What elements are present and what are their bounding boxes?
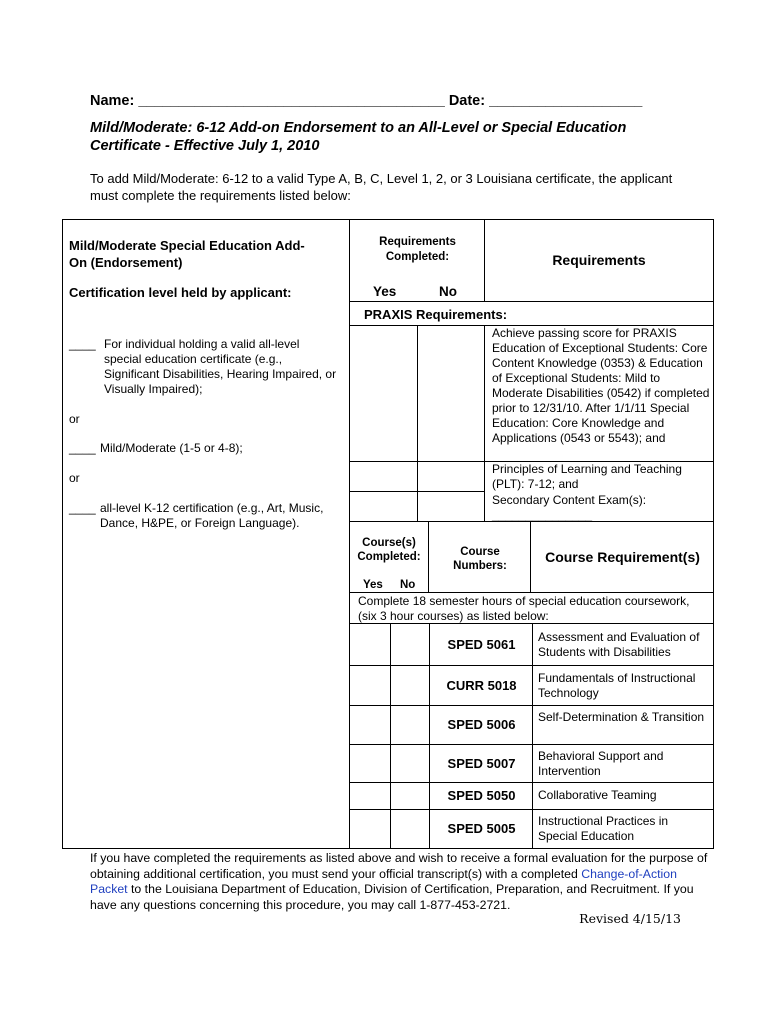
praxis-no-checkbox[interactable]: [418, 326, 484, 461]
name-date-line: Name: ______________________________________ Date: ___________________: [90, 93, 643, 109]
praxis-section-title: PRAXIS Requirements:: [364, 307, 508, 322]
course-name: Behavioral Support and Intervention: [538, 749, 664, 778]
option-text: For individual holding a valid all-level special education certificate (e.g., Significant Disabilities, Hearing Impaired, or Visually Impaired);: [104, 337, 337, 396]
praxis-yes-checkbox[interactable]: [350, 326, 417, 461]
praxis-item-core: Achieve passing score for PRAXIS Education of Exceptional Students: Core Content Knowledge (0353) & Education of Exceptional Students: Mild to Moderate Disabilities (0542) if completed prior to 12/31/10. After 1/1/11 Special Education: Core Knowledge and Applications (0543 or 5543); and: [492, 326, 710, 445]
requirements-completed-label: Requirements Completed:: [379, 236, 456, 263]
change-of-action-link[interactable]: Change-of-Action Packet: [90, 866, 677, 896]
option-blank[interactable]: ____: [69, 501, 96, 515]
course-name: Collaborative Teaming: [538, 788, 657, 802]
requirements-header: Requirements: [552, 252, 646, 268]
page-title: Mild/Moderate: 6-12 Add-on Endorsement to an All-Level or Special Education Certificate - Effective July 1, 2010: [90, 120, 627, 154]
course-name: Fundamentals of Instructional Technology: [538, 671, 696, 700]
requirements-table: [62, 219, 714, 849]
footer-text-part: to the Louisiana Department of Education, Division of Certification, Preparation, and Recruitment. If you have any questions concerning this procedure, you may call 1-877-453-2721.: [90, 882, 694, 912]
footer-text-part: If you have completed the requirements as listed above and wish to receive a formal evaluation for the purpose of obtaining additional certification, you must send your official transcript(s) with a completed: [90, 851, 708, 881]
course-requirements-header: Course Requirement(s): [545, 549, 700, 565]
course-name: Self-Determination & Transition: [538, 710, 705, 724]
course-name: Assessment and Evaluation of Students with Disabilities: [538, 630, 700, 659]
course-name: Instructional Practices in Special Education: [538, 814, 669, 843]
option-blank[interactable]: ____: [69, 337, 96, 351]
intro-text: To add Mild/Moderate: 6-12 to a valid Type A, B, C, Level 1, 2, or 3 Louisiana certificate, the applicant must complete the requirements listed below:: [90, 171, 673, 203]
praxis-item-plt: Principles of Learning and Teaching (PLT): 7-12; and: [492, 462, 682, 491]
courses-completed-label: Course(s) Completed:: [357, 537, 421, 563]
option-text: all-level K-12 certification (e.g., Art, Music, Dance, H&PE, or Foreign Language).: [100, 501, 324, 530]
revised-date: Revised 4/15/13: [579, 911, 681, 926]
yes-label: Yes: [373, 284, 397, 299]
course-number: SPED 5050: [447, 788, 516, 803]
yes-label: Yes: [363, 579, 383, 591]
add-on-heading: Mild/Moderate Special Education Add-On (Endorsement): [69, 238, 305, 270]
praxis-item-secondary: Secondary Content Exam(s): _______________: [492, 493, 647, 522]
no-label: No: [439, 284, 457, 299]
or-label: or: [69, 471, 80, 485]
option-blank[interactable]: ____: [69, 441, 96, 455]
course-number: SPED 5006: [447, 717, 516, 732]
footer-text: [90, 851, 710, 913]
course-number: SPED 5005: [447, 821, 516, 836]
option-text: Mild/Moderate (1-5 or 4-8);: [100, 441, 243, 455]
course-number: SPED 5007: [447, 756, 516, 771]
certification-level-label: Certification level held by applicant:: [69, 285, 292, 300]
coursework-note: Complete 18 semester hours of special education coursework, (six 3 hour courses) as listed below:: [358, 594, 690, 623]
or-label: or: [69, 412, 80, 426]
no-label: No: [400, 579, 416, 591]
course-numbers-label: Course Numbers:: [453, 546, 507, 572]
course-number: CURR 5018: [446, 678, 517, 693]
course-number: SPED 5061: [447, 637, 516, 652]
